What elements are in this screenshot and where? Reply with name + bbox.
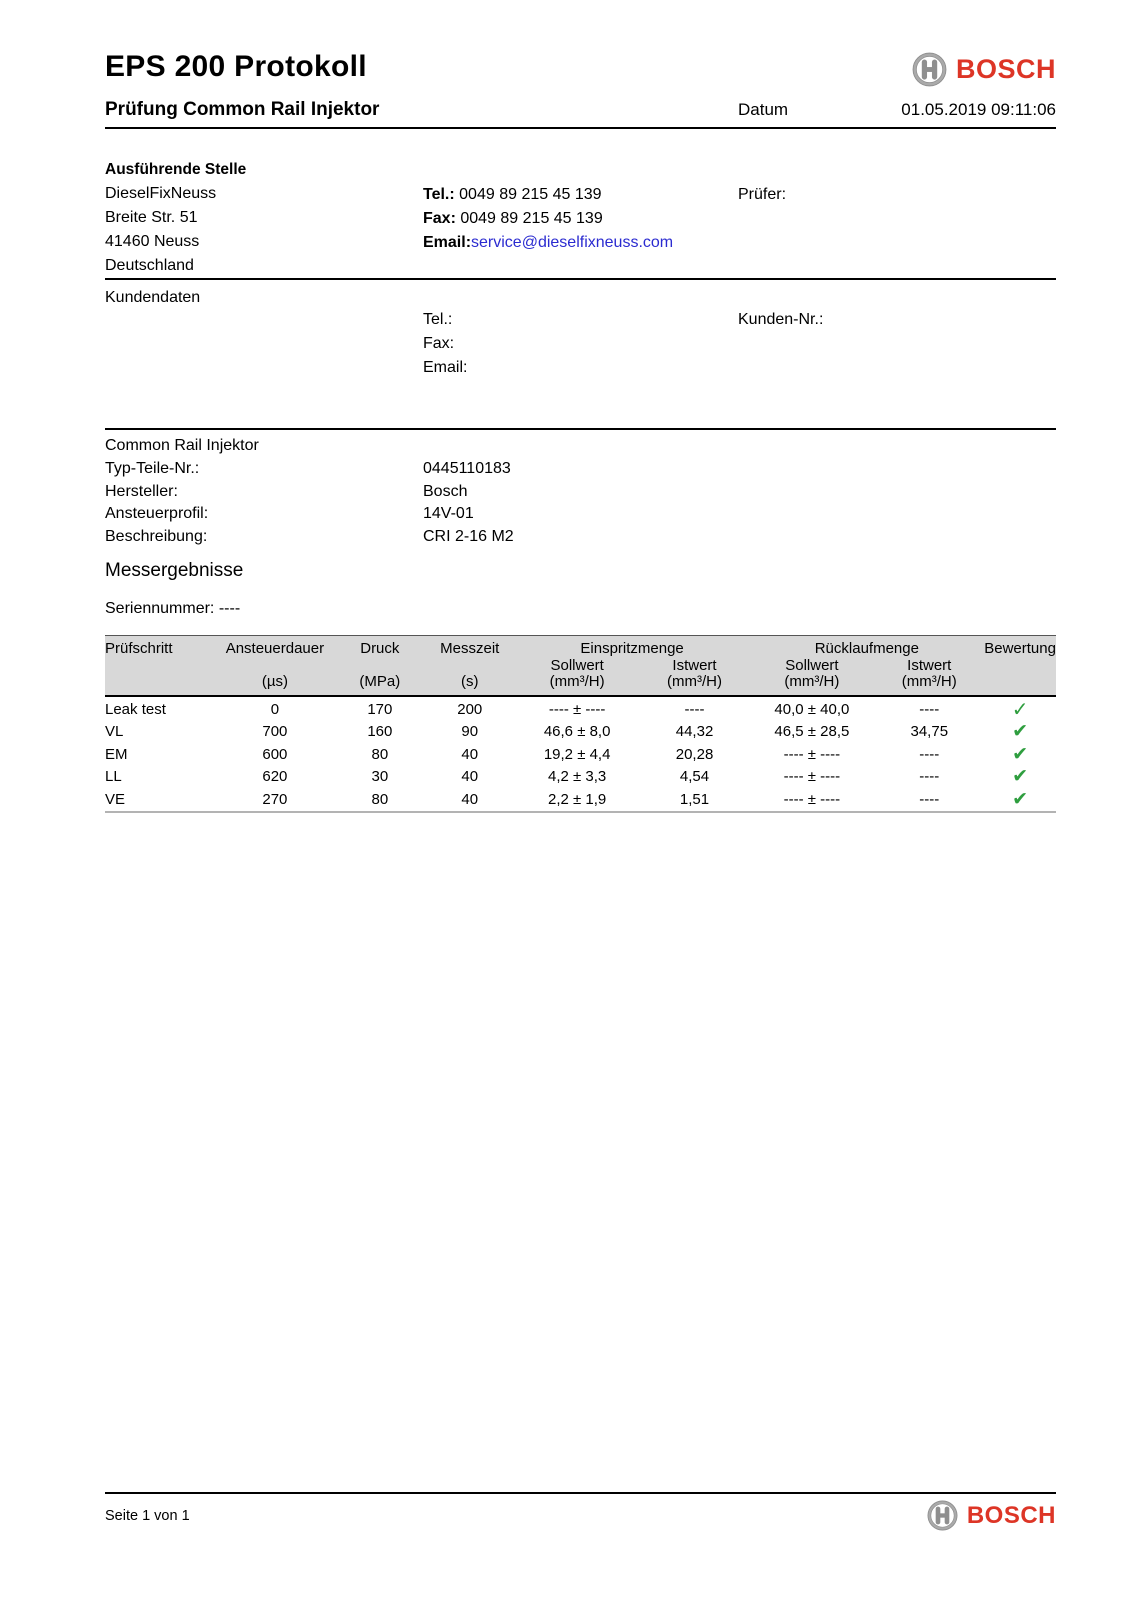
table-row — [105, 696, 1056, 722]
subheader-injection-actual: Istwert — [672, 656, 717, 674]
injector-label: Hersteller: — [105, 482, 178, 500]
unit-pressure: (MPa) — [359, 673, 401, 690]
customer-number-label: Kunden-Nr.: — [738, 311, 824, 328]
provider-city: 41460 Neuss — [105, 233, 200, 250]
cell-injection-actual: 1,51 — [679, 790, 710, 808]
injector-value: 0445110183 — [423, 460, 511, 477]
col-header-time: Messzeit — [440, 640, 500, 657]
subheader-injection-target: Sollwert — [550, 656, 604, 674]
cell-step: Leak test — [105, 700, 166, 718]
fax-value: 0049 89 215 45 139 — [460, 210, 603, 227]
bosch-wordmark: BOSCH — [966, 1501, 1056, 1529]
customer-email-label: Email: — [423, 359, 468, 376]
injector-row — [105, 526, 1056, 549]
cell-pressure: 30 — [371, 768, 389, 785]
tel-value: 0049 89 215 45 139 — [459, 186, 602, 203]
cell-duration: 270 — [262, 790, 288, 808]
injector-label: Ansteuerprofil: — [105, 505, 209, 522]
injector-section — [105, 434, 1056, 548]
table-row — [105, 721, 1056, 744]
serial-label: Seriennummer: — [105, 600, 215, 617]
cell-pressure: 170 — [367, 700, 393, 718]
cell-return-actual: ---- — [919, 768, 940, 785]
date-value: 01.05.2019 09:11:06 — [901, 100, 1056, 119]
cell-time: 40 — [461, 768, 479, 785]
cell-pressure: 80 — [371, 745, 389, 763]
unit-duration: (µs) — [261, 673, 288, 690]
cell-injection-target: 19,2 ± 4,4 — [543, 745, 611, 763]
examiner-label: Prüfer: — [738, 186, 787, 203]
results-table-header — [105, 636, 1056, 696]
provider-fax-row — [423, 207, 738, 231]
cell-injection-actual: 4,54 — [679, 768, 710, 785]
unit-injection-actual: (mm³/H) — [667, 673, 723, 690]
cell-return-target: ---- ± ---- — [783, 768, 841, 785]
customer-fax-label: Fax: — [423, 335, 455, 352]
injector-label: Typ-Teile-Nr.: — [105, 460, 200, 477]
bosch-logo — [912, 52, 1056, 87]
unit-return-actual: (mm³/H) — [901, 673, 957, 690]
page-title: EPS 200 Protokoll — [105, 50, 367, 83]
results-table — [105, 635, 1056, 813]
cell-time: 40 — [461, 790, 479, 808]
check-icon: ✔ — [1012, 766, 1029, 787]
cell-step: LL — [105, 768, 122, 785]
page-number: Seite 1 von 1 — [105, 1507, 190, 1524]
fax-label: Fax: — [423, 210, 456, 227]
col-header-return-group: Rücklaufmenge — [814, 640, 919, 657]
bosch-wordmark: BOSCH — [955, 54, 1056, 84]
subheader-return-target: Sollwert — [785, 656, 839, 674]
injector-value: CRI 2-16 M2 — [423, 527, 514, 545]
injector-value: Bosch — [423, 482, 468, 500]
customer-divider — [105, 428, 1056, 430]
cell-duration: 620 — [262, 768, 288, 785]
cell-return-target: ---- ± ---- — [783, 745, 841, 763]
table-row — [105, 744, 1056, 767]
bosch-logo-footer — [927, 1500, 1056, 1531]
cell-duration: 0 — [270, 700, 280, 718]
provider-section — [105, 157, 1056, 278]
document-header — [105, 50, 1056, 87]
cell-duration: 700 — [262, 723, 288, 740]
injector-label: Beschreibung: — [105, 527, 208, 545]
serial-value: ---- — [218, 600, 241, 617]
col-header-step: Prüfschritt — [105, 640, 173, 657]
col-header-injection-group: Einspritzmenge — [580, 640, 684, 657]
injector-row — [105, 481, 1056, 504]
provider-country: Deutschland — [105, 257, 194, 274]
injector-value: 14V-01 — [423, 505, 474, 522]
unit-injection-target: (mm³/H) — [549, 673, 605, 690]
subheader-return-actual: Istwert — [907, 656, 952, 674]
provider-email-link[interactable]: service@dieselfixneuss.com — [471, 234, 674, 251]
check-icon: ✔ — [1012, 721, 1029, 742]
cell-return-actual: ---- — [919, 745, 940, 763]
subtitle-row — [105, 99, 1056, 121]
header-divider — [105, 127, 1056, 129]
injector-heading: Common Rail Injektor — [105, 437, 259, 454]
cell-injection-target: 2,2 ± 1,9 — [548, 790, 607, 808]
table-row — [105, 789, 1056, 813]
cell-return-target: 40,0 ± 40,0 — [774, 700, 850, 718]
customer-tel-label: Tel.: — [423, 311, 453, 328]
footer-divider — [105, 1492, 1056, 1494]
cell-injection-target: 4,2 ± 3,3 — [548, 768, 607, 785]
cell-injection-target: ---- ± ---- — [548, 700, 606, 718]
col-header-rating: Bewertung — [984, 640, 1056, 657]
cell-pressure: 160 — [367, 723, 393, 740]
cell-time: 40 — [461, 745, 479, 763]
table-row — [105, 766, 1056, 789]
cell-time: 90 — [461, 723, 479, 740]
cell-step: VE — [105, 790, 126, 808]
cell-time: 200 — [457, 700, 483, 718]
cell-pressure: 80 — [371, 790, 389, 808]
results-heading: Messergebnisse — [105, 560, 244, 581]
cell-injection-actual: ---- — [684, 700, 705, 718]
cell-injection-actual: 44,32 — [675, 723, 714, 740]
cell-step: VL — [105, 723, 124, 740]
cell-step: EM — [105, 745, 128, 763]
cell-return-target: ---- ± ---- — [783, 790, 841, 808]
bosch-armature-icon — [912, 52, 947, 87]
date-label: Datum — [738, 100, 789, 119]
cell-duration: 600 — [262, 745, 288, 763]
customer-heading: Kundendaten — [105, 289, 201, 306]
unit-return-target: (mm³/H) — [784, 673, 840, 690]
col-header-duration: Ansteuerdauer — [225, 640, 325, 657]
injector-row — [105, 503, 1056, 526]
cell-injection-actual: 20,28 — [675, 745, 714, 763]
provider-email-row — [423, 231, 738, 255]
check-icon: ✓ — [1011, 698, 1029, 721]
provider-heading: Ausführende Stelle — [105, 161, 247, 178]
cell-return-actual: ---- — [919, 700, 940, 718]
serial-number-row — [105, 600, 1056, 618]
cell-return-target: 46,5 ± 28,5 — [774, 723, 850, 740]
document-subtitle: Prüfung Common Rail Injektor — [105, 99, 380, 120]
provider-street: Breite Str. 51 — [105, 209, 198, 226]
tel-label: Tel.: — [423, 186, 455, 203]
check-icon: ✔ — [1012, 743, 1029, 765]
page-footer — [105, 1492, 1056, 1531]
col-header-pressure: Druck — [360, 640, 400, 657]
check-icon: ✔ — [1012, 788, 1029, 810]
injector-row — [105, 458, 1056, 481]
unit-time: (s) — [461, 673, 479, 690]
customer-section — [105, 280, 1056, 428]
cell-return-actual: 34,75 — [910, 723, 949, 740]
cell-injection-target: 46,6 ± 8,0 — [543, 723, 611, 740]
email-label: Email: — [423, 234, 472, 251]
provider-tel-row — [423, 183, 738, 207]
bosch-armature-icon — [927, 1500, 958, 1531]
provider-name: DieselFixNeuss — [105, 185, 217, 202]
cell-return-actual: ---- — [919, 790, 940, 808]
